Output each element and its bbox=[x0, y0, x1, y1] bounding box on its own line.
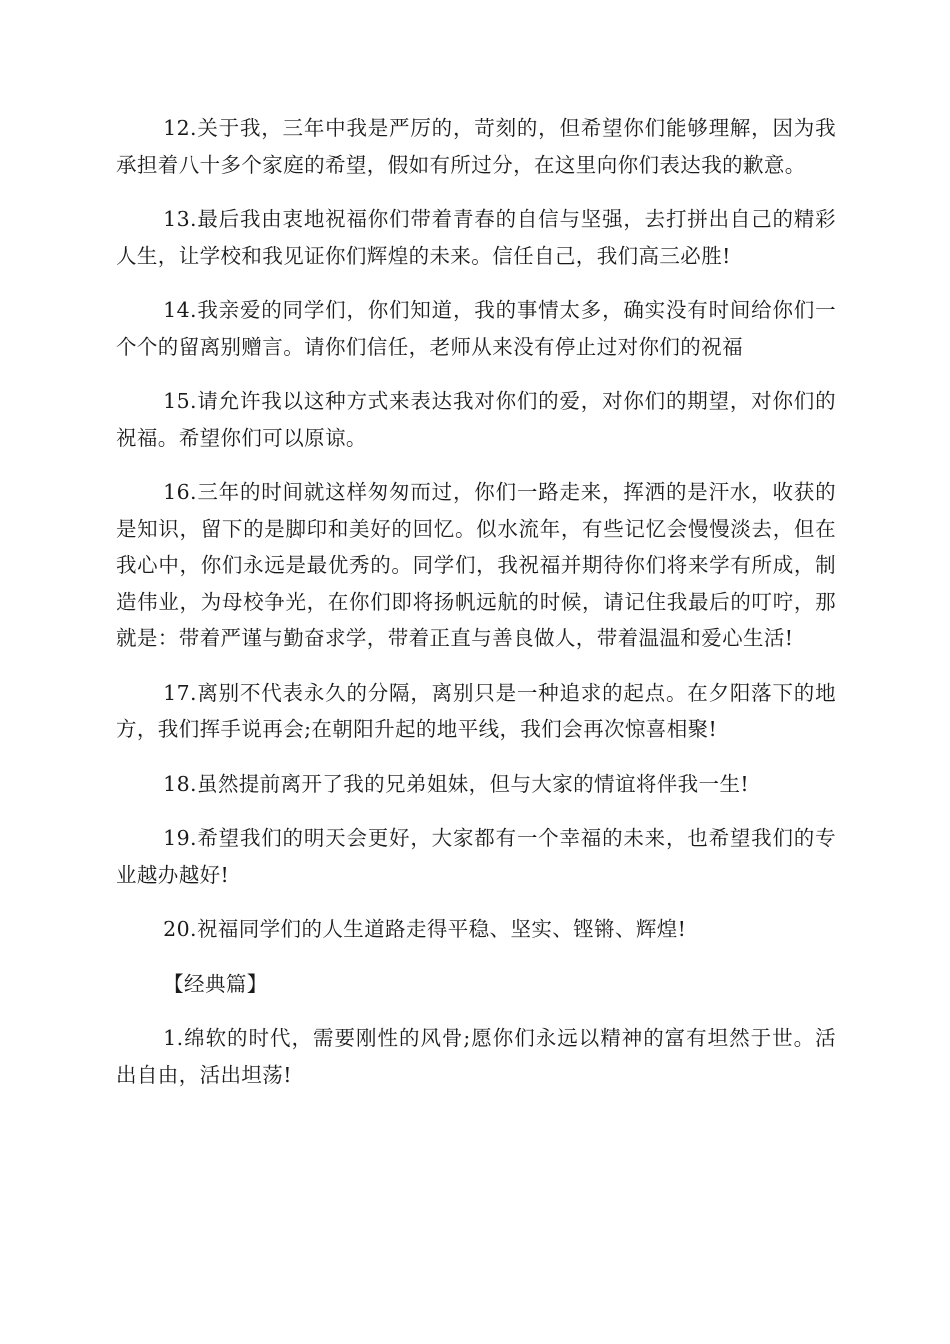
paragraph-13: 13.最后我由衷地祝福你们带着青春的自信与坚强，去打拼出自己的精彩人生，让学校和我见证你们辉煌的未来。信任自己，我们高三必胜! bbox=[116, 207, 836, 268]
paragraph-17: 17.离别不代表永久的分隔，离别只是一种追求的起点。在夕阳落下的地方，我们挥手说再会;在朝阳升起的地平线，我们会再次惊喜相聚! bbox=[116, 680, 836, 741]
paragraph-14: 14.我亲爱的同学们，你们知道，我的事情太多，确实没有时间给你们一个个的留离别赠言。请你们信任，老师从来没有停止过对你们的祝福 bbox=[116, 298, 836, 359]
paragraph-18: 18.虽然提前离开了我的兄弟姐妹，但与大家的情谊将伴我一生! bbox=[163, 771, 749, 796]
section-paragraph-1: 1.绵软的时代，需要刚性的风骨;愿你们永远以精神的富有坦然于世。活出自由，活出坦荡! bbox=[116, 1026, 836, 1087]
paragraph-15: 15.请允许我以这种方式来表达我对你们的爱，对你们的期望，对你们的祝福。希望你们可以原谅。 bbox=[116, 389, 836, 450]
paragraph-19: 19.希望我们的明天会更好，大家都有一个幸福的未来，也希望我们的专业越办越好! bbox=[116, 826, 836, 887]
paragraph-20: 20.祝福同学们的人生道路走得平稳、坚实、铿锵、辉煌! bbox=[163, 917, 687, 941]
section-heading: 【经典篇】 bbox=[163, 971, 268, 996]
paragraph-16: 16.三年的时间就这样匆匆而过，你们一路走来，挥洒的是汗水，收获的是知识，留下的是脚印和美好的回忆。似水流年，有些记忆会慢慢淡去，但在我心中，你们永远是最优秀的。同学们，我祝福并期待你们将来学有所成，制造伟业，为母校争光，在你们即将扬帆远航的时候，请记住我最后的叮咛，那就是：带着严谨与勤奋求学，带着正直与善良做人，带着温温和爱心生活! bbox=[116, 480, 836, 650]
paragraph-12: 12.关于我，三年中我是严厉的，苛刻的，但希望你们能够理解，因为我承担着八十多个家庭的希望，假如有所过分，在这里向你们表达我的歉意。 bbox=[116, 116, 836, 177]
document-body bbox=[116, 110, 836, 1111]
